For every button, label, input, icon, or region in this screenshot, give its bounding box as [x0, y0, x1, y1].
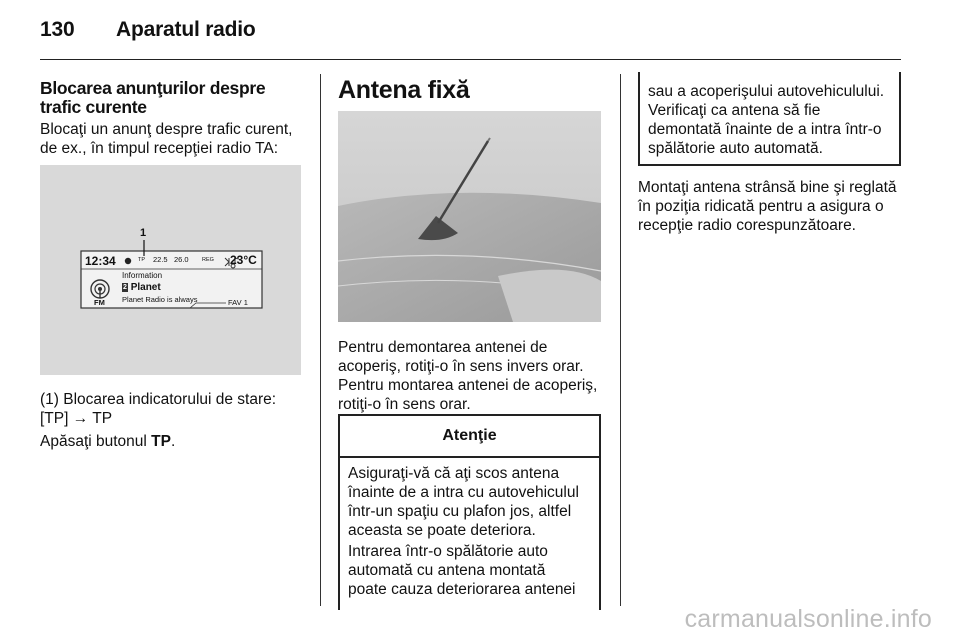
callout-number: 1: [140, 227, 147, 239]
station-number: 2: [123, 284, 127, 291]
heading-line: Blocarea anunţurilor despre: [40, 78, 266, 98]
tp-button-reference: TP: [151, 433, 171, 450]
caution-continued-text: [648, 82, 900, 158]
text-line: sau a acoperişului autovehiculului.: [648, 83, 885, 100]
text-line: în poziţia ridicată pentru a asigura o: [638, 198, 884, 215]
text-line: poate cauza deteriorarea antenei: [348, 581, 576, 598]
figure-caption: [40, 390, 315, 428]
text-line: de ex., în timpul recepţiei radio TA:: [40, 140, 279, 157]
band-label: FM: [94, 298, 105, 307]
text-line: acoperiş, rotiţi-o în sens invers orar.: [338, 358, 584, 375]
status-dot-icon: [125, 258, 131, 264]
outside-temperature: 23°C: [230, 253, 257, 267]
page-header: [40, 18, 256, 42]
temp-right: 26.0: [174, 255, 189, 264]
text-line: demontată înainte de a intra într-o: [648, 121, 882, 138]
press-instruction: [40, 432, 315, 451]
tp-indicator: TP: [138, 257, 146, 263]
temp-left: 22.5: [153, 255, 168, 264]
caution-paragraph-1: [348, 464, 598, 540]
text-line: spălătorie auto automată.: [648, 140, 823, 157]
reg-indicator: REG: [202, 257, 214, 263]
text-line: într-un spaţiu cu plafon jos, altfel: [348, 503, 572, 520]
caution-box: [338, 414, 601, 610]
page-title: Aparatul radio: [116, 18, 256, 41]
station-name: Planet: [130, 282, 161, 293]
caution-box-continued: [638, 72, 901, 166]
radio-display-illustration: [40, 165, 301, 375]
column-divider-1: [320, 74, 321, 606]
antenna-mounting-text: [638, 178, 908, 235]
heading-line: trafic curente: [40, 97, 147, 117]
text-line: automată cu antena montată: [348, 562, 546, 579]
roof-antenna-illustration: [338, 111, 601, 322]
text-line: (1) Blocarea indicatorului de stare:: [40, 391, 277, 408]
antenna-removal-text: [338, 338, 618, 414]
text-line: Pentru demontarea antenei de: [338, 339, 548, 356]
text-line: înainte de a intra cu autovehiculul: [348, 484, 579, 501]
watermark: carmanualsonline.info: [684, 605, 932, 633]
info-line: Information: [122, 271, 163, 280]
section-heading-traffic: [40, 79, 310, 117]
text-line: rotiţi-o în sens orar.: [338, 396, 471, 413]
caution-title: Atenţie: [442, 427, 497, 444]
station-line: [122, 282, 161, 293]
header-rule: [40, 59, 901, 60]
text-line: Verificaţi ca antena să fie: [648, 102, 821, 119]
clock-time: 12:34: [85, 254, 116, 268]
page-number: 130: [40, 18, 75, 41]
text-line: Blocaţi un anunţ despre trafic curent,: [40, 121, 293, 138]
section-heading-antenna: Antena fixă: [338, 76, 470, 104]
text-line: recepţie radio corespunzătoare.: [638, 217, 856, 234]
column-divider-2: [620, 74, 621, 606]
favourites-label: FAV 1: [228, 298, 248, 307]
radio-text: Planet Radio is always: [122, 295, 198, 304]
intro-text: [40, 120, 315, 158]
caution-paragraph-2: [348, 542, 598, 599]
antenna-photo: [338, 111, 601, 322]
text-line: Asiguraţi-vă că aţi scos antena: [348, 465, 560, 482]
text-span: .: [170, 433, 176, 450]
text-line: [TP] → TP: [40, 410, 113, 427]
caution-divider: [340, 456, 599, 458]
text-line: Pentru montarea antenei de acoperiş,: [338, 377, 598, 394]
text-line: aceasta se poate deteriora.: [348, 522, 536, 539]
text-line: Montaţi antena strânsă bine şi reglată: [638, 179, 897, 196]
text-span: Apăsaţi butonul: [40, 433, 152, 450]
radio-display-figure: [40, 165, 301, 375]
text-line: Intrarea într-o spălătorie auto: [348, 543, 548, 560]
